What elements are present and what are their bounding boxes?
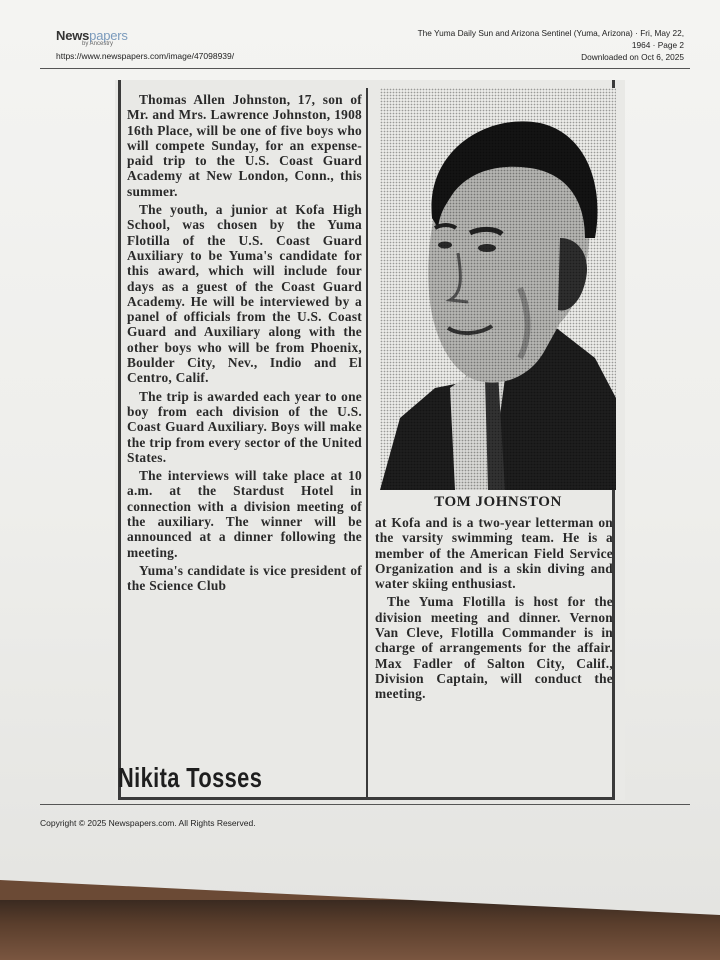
article-paragraph: Thomas Allen Johnston, 17, son of Mr. and Mrs. Lawrence Johnston, 1908 16th Place, will be one of five boys who will compete Sunday, for an expense-paid trip to the U.S. Coast Guard Academy at New London, Conn., this summer. xyxy=(127,92,362,199)
article-paragraph: The trip is awarded each year to one boy from each division of the U.S. Coast Guard Auxiliary. Boys will make the trip from every sector of the United States. xyxy=(127,388,362,465)
article-paragraph: The Yuma Flotilla is host for the division meeting and dinner. Vernon Van Cleve, Flotilla Commander is in charge of arrangements for the affair. Max Fadler of Salton City, Calif., Division Captain, will conduct the meeting. xyxy=(375,594,613,702)
article-column-2 xyxy=(375,515,613,702)
copyright-notice: Copyright © 2025 Newspapers.com. All Rights Reserved. xyxy=(40,818,256,828)
download-date: Downloaded on Oct 6, 2025 xyxy=(581,52,684,62)
article-paragraph: The youth, a junior at Kofa High School, was chosen by the Yuma Flotilla of the U.S. Coast Guard Auxiliary to be Yuma's candidate for this award, which will include four days as a guest of the Coast Guard Academy. He will be interviewed by a panel of officials from the U.S. Coast Guard and Auxiliary along with the other boys who will be from Phoenix, Boulder City, Nev., Indio and El Centro, Calif. xyxy=(127,202,362,386)
source-info xyxy=(354,27,684,63)
article-column-1 xyxy=(127,92,362,594)
next-article-headline: Nikita Tosses xyxy=(118,762,263,793)
newspapers-logo xyxy=(56,28,128,47)
logo-main-text: News xyxy=(56,28,90,43)
photo-caption: TOM JOHNSTON xyxy=(434,494,562,510)
portrait-photo xyxy=(380,88,616,490)
clip-border-bottom xyxy=(118,797,615,800)
source-url: https://www.newspapers.com/image/47098939/ xyxy=(56,51,235,61)
clip-border-left xyxy=(118,80,121,800)
footer-divider xyxy=(40,804,690,805)
article-paragraph: at Kofa and is a two-year letterman on the varsity swimming team. He is a member of the American Field Service Organization and is a skin diving and water skiing enthusiast. xyxy=(375,515,613,592)
source-line-1: The Yuma Daily Sun and Arizona Sentinel (Yuma, Arizona) · Fri, May 22, xyxy=(417,28,684,38)
header-divider xyxy=(40,68,690,69)
article-paragraph: The interviews will take place at 10 a.m. at the Stardust Hotel in connection with a division meeting of the auxiliary. The winner will be announced at a dinner following the meeting. xyxy=(127,468,362,560)
logo-byline: by Ancestry xyxy=(82,41,114,47)
article-paragraph: Yuma's candidate is vice president of the Science Club xyxy=(127,562,362,594)
source-line-2: 1964 · Page 2 xyxy=(631,40,684,50)
logo-accent-text: papers xyxy=(89,28,128,43)
column-divider xyxy=(366,88,368,800)
